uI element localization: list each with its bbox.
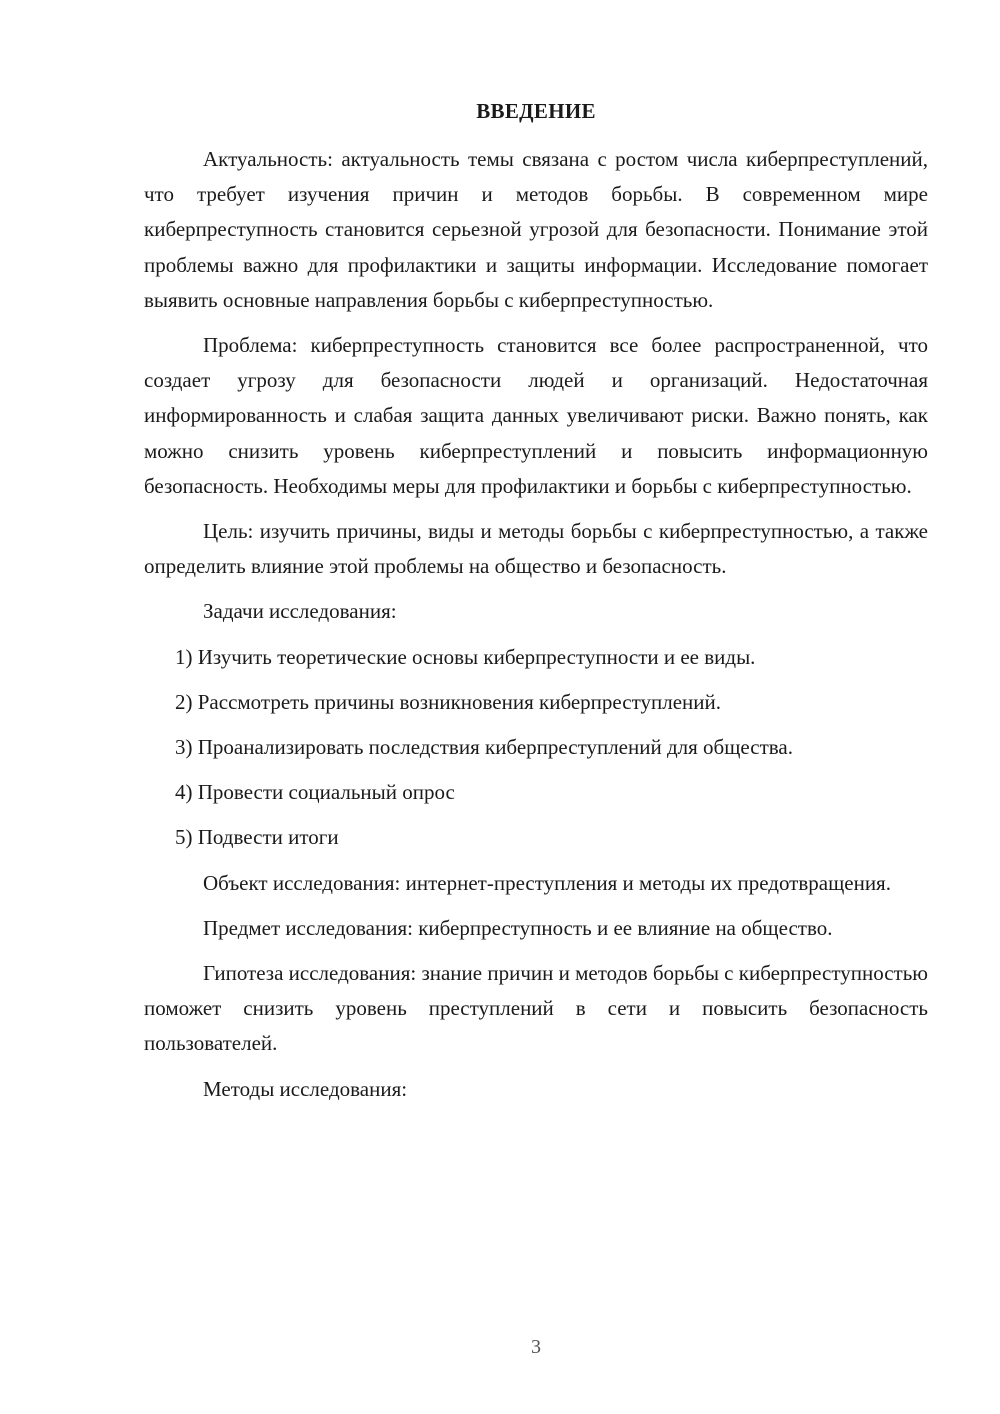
tasks-list [144,640,928,856]
list-item: 3) Проанализировать последствия киберпреступлений для общества. [175,735,793,760]
document-body [144,142,928,1117]
problem-paragraph: Проблема: киберпреступность становится все более распространенной, что создает угрозу для безопасности людей и организаций. Недостаточная информированность и слабая защита данных увеличивают риски. Важно понять, как можно снизить уровень киберпреступлений и повысить информационную безопасность. Необходимы меры для профилактики и борьбы с киберпреступностью. [144,333,928,498]
hypothesis-paragraph: Гипотеза исследования: знание причин и методов борьбы с киберпреступностью поможет снизить уровень преступлений в сети и повысить безопасность пользователей. [144,961,928,1056]
object-paragraph: Объект исследования: интернет-преступления и методы их предотвращения. [203,870,891,895]
list-item: 5) Подвести итоги [175,825,339,850]
list-item: 4) Провести социальный опрос [175,780,455,805]
section-title: ВВЕДЕНИЕ [476,99,596,123]
list-item: 2) Рассмотреть причины возникновения киберпреступлений. [175,689,721,714]
list-item: 1) Изучить теоретические основы киберпреступности и ее виды. [175,644,756,669]
relevance-paragraph: Актуальность: актуальность темы связана с ростом числа киберпреступлений, что требует изучения причин и методов борьбы. В современном мире киберпреступность становится серьезной угрозой для безопасности. Понимание этой проблемы важно для профилактики и защиты информации. Исследование помогает выявить основные направления борьбы с киберпреступностью. [144,147,928,312]
subject-paragraph: Предмет исследования: киберпреступность и ее влияние на общество. [203,915,833,940]
page-number: 3 [531,1336,541,1358]
document-page [144,0,928,1414]
methods-heading: Методы исследования: [203,1076,408,1101]
tasks-heading: Задачи исследования: [203,599,397,624]
goal-paragraph: Цель: изучить причины, виды и методы борьбы с киберпреступностью, а также определить влияние этой проблемы на общество и безопасность. [144,519,928,579]
